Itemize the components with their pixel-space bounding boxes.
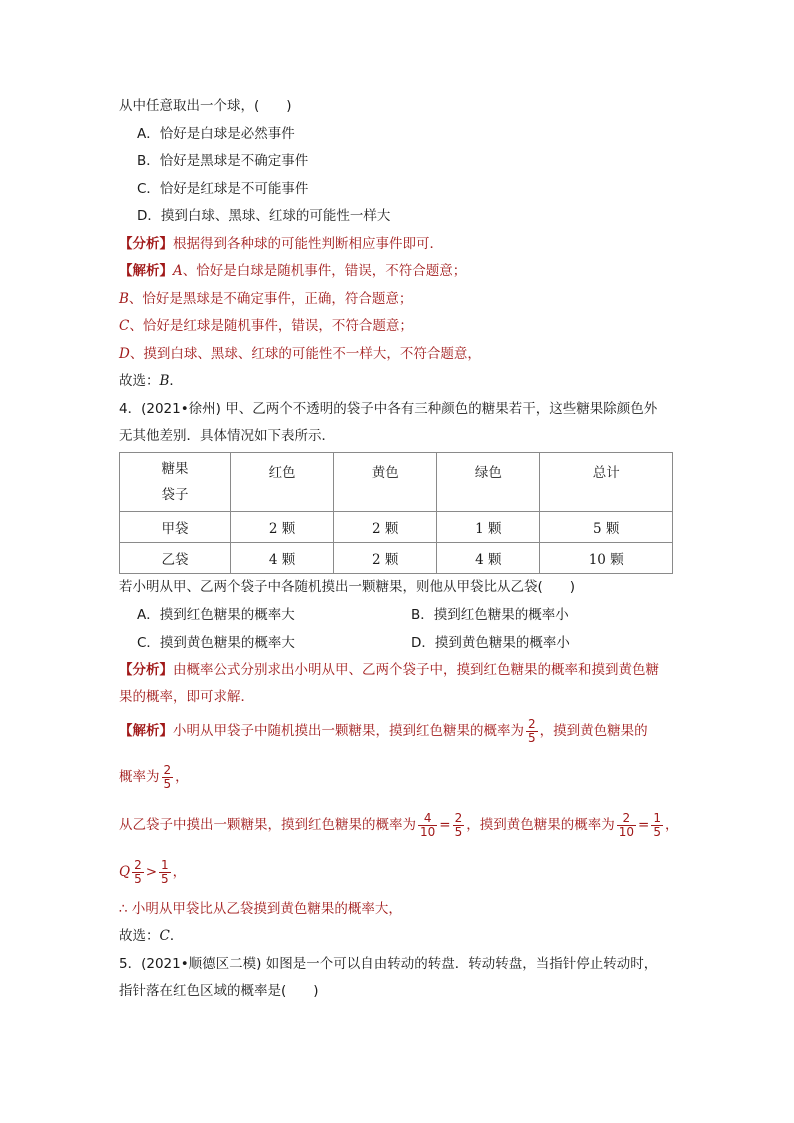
q3-option-d: D．摸到白球、黑球、红球的可能性一样大 — [137, 208, 391, 224]
table-cell: 2 颗 — [334, 543, 437, 574]
analysis-text: 根据得到各种球的可能性判断相应事件即可． — [173, 236, 443, 252]
table-header-cell: 绿色 — [437, 453, 540, 512]
analysis-tag: 【分析】 — [119, 662, 173, 678]
table-cell: 4 颗 — [437, 543, 540, 574]
fraction-4-10: $\frac{4}{10}$ — [420, 810, 436, 839]
q4-therefore: ∴ 小明从甲袋比从乙袋摸到黄色糖果的概率大， — [119, 901, 402, 917]
q3-option-c: C．恰好是红球是不可能事件 — [137, 181, 309, 197]
analysis-tag: 【分析】 — [119, 236, 173, 252]
q3-answer: 故选：B． — [119, 373, 183, 389]
q4-stem-line1: 4．(2021•徐州) 甲、乙两个不透明的袋子中各有三种颜色的糖果若干，这些糖果除颜色外 — [119, 401, 658, 417]
q4-option-d: D．摸到黄色糖果的概率小 — [411, 635, 570, 651]
table-header-cell: 总计 — [540, 453, 673, 512]
q4-option-c: C．摸到黄色糖果的概率大 — [137, 635, 295, 651]
q4-solution-line2: 概率为 $\frac{2}{5}$ ， — [119, 762, 189, 791]
solution-tag: 【解析】 — [119, 263, 173, 279]
fraction-2-5: $\frac{2}{5}$ — [454, 810, 463, 839]
table-cell: 1 颗 — [437, 512, 540, 543]
table-cell: 5 颗 — [540, 512, 673, 543]
fraction-2-5: $\frac{2}{5}$ — [134, 857, 142, 886]
fraction-1-5: $\frac{1}{5}$ — [161, 857, 169, 886]
q4-analysis-line2: 果的概率，即可求解． — [119, 689, 254, 705]
table-header-row — [120, 453, 673, 512]
table-header-cell: 黄色 — [334, 453, 437, 512]
q4-stem-line2: 无其他差别．具体情况如下表所示． — [119, 428, 335, 444]
q4-solution-line3: 从乙袋子中摸出一颗糖果，摸到红色糖果的概率为 $\frac{4}{10}$ = $\frac{2}{5}$ ，摸到黄色糖果的概率为 $\frac{2}{10}$ = $\frac{1}{5}$ ， — [119, 810, 679, 839]
fraction-2-5: $\frac{2}{5}$ — [163, 762, 172, 791]
because-symbol: Q — [119, 864, 131, 880]
q3-option-b: B．恰好是黑球是不确定事件 — [137, 153, 309, 169]
fraction-2-10: $\frac{2}{10}$ — [618, 810, 635, 839]
table-row — [120, 543, 673, 574]
q3-solution-d: D、摸到白球、黑球、红球的可能性不一样大，不符合题意， — [119, 346, 481, 362]
q4-option-a: A．摸到红色糖果的概率大 — [137, 607, 295, 623]
fraction-2-5: $\frac{2}{5}$ — [528, 716, 536, 745]
q3-stem: 从中任意取出一个球，( ) — [119, 98, 292, 114]
q3-analysis — [119, 235, 443, 253]
q4-solution-compare: Q $\frac{2}{5}$ > $\frac{1}{5}$ ， — [119, 857, 187, 886]
q3-solution-b: B、恰好是黑球是不确定事件，正确，符合题意； — [119, 291, 413, 307]
table-cell: 2 颗 — [231, 512, 334, 543]
table-cell: 2 颗 — [334, 512, 437, 543]
table-header-cell: 红色 — [231, 453, 334, 512]
table-row — [120, 512, 673, 543]
q4-option-b: B．摸到红色糖果的概率小 — [411, 607, 569, 623]
q4-question: 若小明从甲、乙两个袋子中各随机摸出一颗糖果，则他从甲袋比从乙袋( ) — [119, 579, 576, 595]
q3-option-a: A．恰好是白球是必然事件 — [137, 126, 295, 142]
fraction-1-5: $\frac{1}{5}$ — [653, 810, 661, 839]
q4-solution-line1: 【解析】小明从甲袋子中随机摸出一颗糖果，摸到红色糖果的概率为 $\frac{2}{5}$ ，摸到黄色糖果的 — [119, 716, 648, 745]
q4-analysis-line1: 【分析】由概率公式分别求出小明从甲、乙两个袋子中，摸到红色糖果的概率和摸到黄色糖 — [119, 662, 659, 678]
table-row-label: 甲袋 — [120, 512, 231, 543]
table-corner-cell — [120, 453, 231, 512]
table-cell: 10 颗 — [540, 543, 673, 574]
candy-table — [119, 452, 673, 574]
table-cell: 4 颗 — [231, 543, 334, 574]
q3-solution-c: C、恰好是红球是随机事件，错误，不符合题意； — [119, 318, 413, 334]
corner-bottom-label: 袋子 — [161, 487, 189, 503]
q3-solution-a: 【解析】A、恰好是白球是随机事件，错误，不符合题意； — [119, 263, 467, 279]
corner-top-label: 糖果 — [161, 461, 189, 477]
q4-answer: 故选：C． — [119, 928, 184, 944]
solution-tag: 【解析】 — [119, 723, 173, 739]
table-row-label: 乙袋 — [120, 543, 231, 574]
q5-stem-line2: 指针落在红色区域的概率是( ) — [119, 983, 319, 999]
q5-stem-line1: 5．(2021•顺德区二模) 如图是一个可以自由转动的转盘．转动转盘，当指针停止转动时， — [119, 956, 658, 972]
